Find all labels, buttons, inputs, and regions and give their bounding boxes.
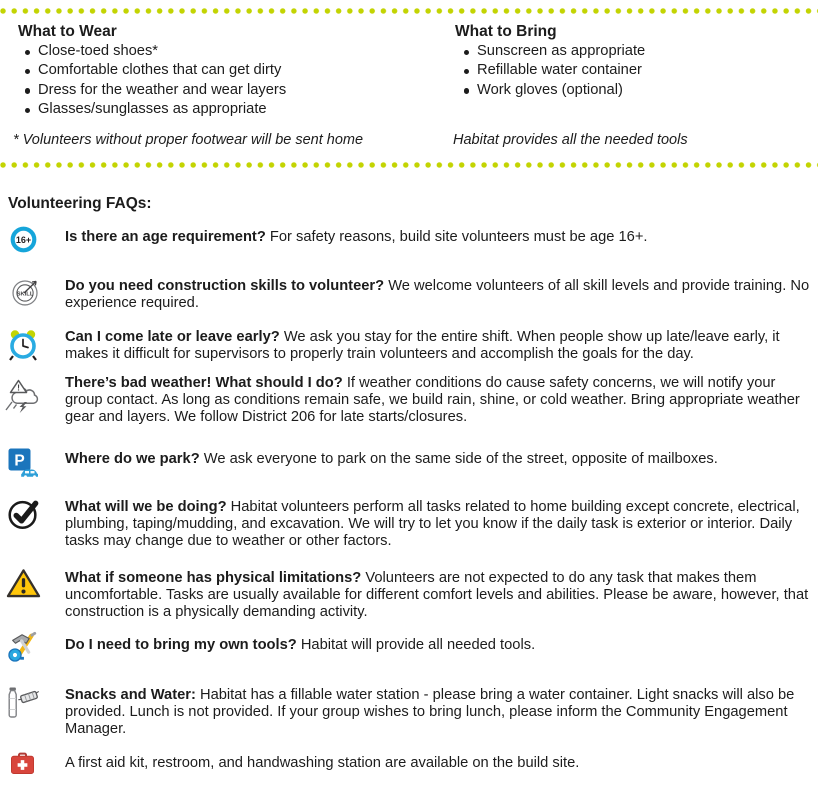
list-item	[25, 81, 286, 100]
list-item-label: Glasses/sunglasses as appropriate	[38, 101, 267, 118]
faq-answer: We ask you stay for the entire shift. When people show up late/leave early, it makes it difficult for supervisors to properly train volunteers and accomplish the goals for the day.	[65, 329, 780, 362]
faq-question: Do you need construction skills to volunteer?	[65, 278, 385, 294]
bring-list	[464, 42, 645, 100]
faq-question: Do I need to bring my own tools?	[65, 637, 297, 653]
faq-item-text	[65, 329, 813, 363]
list-item	[25, 42, 286, 61]
faq-item-text	[65, 755, 813, 772]
bullet-icon	[25, 88, 30, 93]
faq-answer: Habitat will provide all needed tools.	[300, 637, 536, 653]
faq-item-text	[65, 499, 813, 550]
faq-answer: Volunteers are not expected to do any task that makes them uncomfortable. Tasks are usually available for different comfort levels and abilities. Please be aware, however, that construction is a physically demanding activity.	[65, 570, 809, 620]
skill-stamp-icon	[11, 277, 40, 311]
faq-answer: For safety reasons, build site volunteers must be age 16+.	[269, 229, 648, 245]
first-aid-kit-icon	[10, 752, 35, 780]
bullet-icon	[25, 50, 30, 55]
faq-question: There’s bad weather! What should I do?	[65, 375, 343, 391]
check-mark-icon	[7, 497, 40, 535]
list-item-label: Sunscreen as appropriate	[477, 43, 646, 59]
svg-text:!: !	[17, 382, 20, 393]
list-item	[464, 42, 645, 61]
list-item-label: Close-toed shoes*	[38, 43, 159, 59]
bullet-icon	[464, 50, 469, 55]
faq-question: What if someone has physical limitations?	[65, 570, 362, 586]
svg-text:SKILL: SKILL	[16, 291, 34, 298]
faq-item-text	[65, 375, 813, 426]
list-item-label: Dress for the weather and wear layers	[38, 81, 287, 98]
bullet-icon	[464, 88, 469, 93]
faq-item-text	[65, 687, 813, 738]
faq-answer: We welcome volunteers of all skill levels and provide training. No experience required.	[65, 278, 810, 311]
water-bottle-snack-icon	[5, 684, 41, 725]
list-item	[464, 81, 645, 100]
faq-item-text	[65, 451, 813, 468]
parking-sign-icon	[8, 448, 39, 483]
faq-item-text	[65, 229, 813, 246]
faq-item-text	[65, 278, 813, 312]
bring-title: What to Bring	[455, 23, 557, 40]
bad-weather-icon	[5, 379, 41, 419]
bullet-icon	[25, 108, 30, 113]
faq-question: Snacks and Water:	[65, 687, 196, 703]
wear-footnote: * Volunteers without proper footwear will be sent home	[13, 132, 364, 148]
faq-answer: Habitat has a fillable water station - please bring a water container. Light snacks will also be provided. Lunch is not provided. If your group wishes to bring lunch, please inform the Community Engagement Manager.	[65, 687, 795, 737]
faq-item-text	[65, 570, 813, 621]
alarm-clock-icon	[7, 327, 39, 366]
wear-list	[25, 42, 286, 120]
faq-question: Where do we park?	[65, 451, 200, 467]
faq-answer: Habitat volunteers perform all tasks related to home building except concrete, electrical, plumbing, taping/mudding, and excavation. We will try to let you know if the daily task is exterior or interior. Daily tasks may change due to weather or other factors.	[65, 499, 800, 549]
dotted-separator-middle	[0, 162, 818, 168]
faq-item-text	[65, 637, 813, 654]
list-item	[464, 61, 645, 80]
tools-icon	[7, 631, 39, 668]
svg-text:16+: 16+	[15, 235, 32, 246]
list-item-label: Refillable water container	[477, 62, 642, 79]
bullet-icon	[464, 69, 469, 74]
faq-question: What will we be doing?	[65, 499, 227, 515]
svg-text:P: P	[14, 452, 25, 470]
bring-footnote: Habitat provides all the needed tools	[453, 132, 688, 148]
faq-title: Volunteering FAQs:	[8, 195, 152, 212]
faq-answer: A first aid kit, restroom, and handwashing station are available on the build site.	[65, 755, 580, 771]
list-item-label: Comfortable clothes that can get dirty	[38, 62, 282, 79]
faq-question: Is there an age requirement?	[65, 229, 266, 245]
warning-triangle-icon	[6, 568, 41, 604]
faq-question: Can I come late or leave early?	[65, 329, 280, 345]
list-item	[25, 61, 286, 80]
list-item-label: Work gloves (optional)	[477, 81, 623, 98]
faq-answer: We ask everyone to park on the same side of the street, opposite of mailboxes.	[203, 451, 718, 467]
bullet-icon	[25, 69, 30, 74]
age-16-badge-icon	[10, 226, 37, 258]
faq-answer: If weather conditions do cause safety concerns, we will notify your group contact. As long as conditions remain safe, we build rain, shine, or cold weather. Bring appropriate weather gear and layers. We follow District 206 for late starts/closures.	[65, 375, 800, 425]
list-item	[25, 100, 286, 119]
wear-title: What to Wear	[18, 23, 117, 40]
dotted-separator-top	[0, 8, 818, 14]
